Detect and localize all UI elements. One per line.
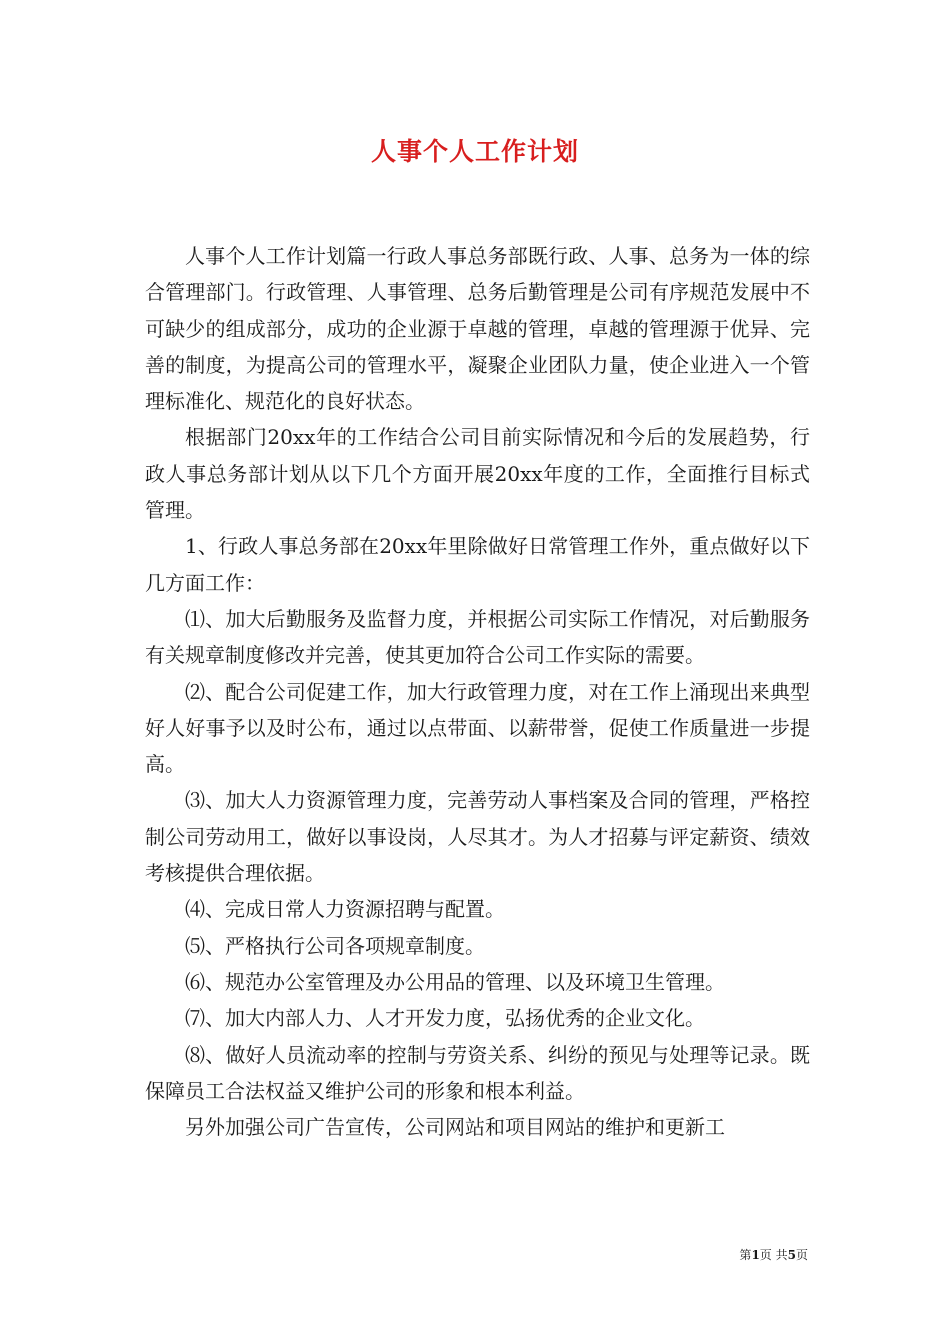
paragraph-intro: 人事个人工作计划篇一行政人事总务部既行政、人事、总务为一体的综合管理部门。行政管理、人事管理、总务后勤管理是公司有序规范发展中不可缺少的组成部分，成功的企业源于卓越的管理，卓越的管理源于优异、完善的制度，为提高公司的管理水平，凝聚企业团队力量，使企业进入一个管理标准化、规范化的良好状态。 — [145, 244, 810, 414]
paragraph-plan: 根据部门20xx年的工作结合公司目前实际情况和今后的发展趋势，行政人事总务部计划从以下几个方面开展20xx年度的工作，全面推行目标式管理。 — [145, 425, 810, 523]
list-item-6: ⑹、规范办公室管理及办公用品的管理、以及环境卫生管理。 — [185, 969, 725, 994]
list-item-7: ⑺、加大内部人力、人才开发力度，弘扬优秀的企业文化。 — [185, 1006, 705, 1031]
paragraph-additional: 另外加强公司广告宣传，公司网站和项目网站的维护和更新工 — [185, 1115, 725, 1140]
page-title: 人事个人工作计划 — [370, 137, 579, 166]
list-item-5: ⑸、严格执行公司各项规章制度。 — [185, 933, 485, 958]
footer-prefix: 第 — [739, 1248, 752, 1262]
list-item-1: ⑴、加大后勤服务及监督力度，并根据公司实际工作情况，对后勤服务有关规章制度修改并完善，使其更加符合公司工作实际的需要。 — [145, 606, 810, 668]
list-item-4: ⑷、完成日常人力资源招聘与配置。 — [185, 897, 505, 922]
footer-middle: 页 共 — [759, 1248, 788, 1262]
list-item-3: ⑶、加大人力资源管理力度，完善劳动人事档案及合同的管理，严格控制公司劳动用工，做好以事设岗，人尽其才。为人才招募与评定薪资、绩效考核提供合理依据。 — [145, 788, 810, 886]
total-pages-number: 5 — [787, 1248, 796, 1262]
list-item-8: ⑻、做好人员流动率的控制与劳资关系、纠纷的预见与处理等记录。既保障员工合法权益又维护公司的形象和根本利益。 — [145, 1042, 810, 1103]
list-item-2: ⑵、配合公司促建工作，加大行政管理力度，对在工作上涌现出来典型好人好事予以及时公布，通过以点带面、以薪带誉，促使工作质量进一步提高。 — [145, 679, 810, 777]
current-page-number: 1 — [751, 1248, 760, 1262]
footer-suffix: 页 — [795, 1248, 808, 1262]
page-number-footer — [0, 1246, 808, 1263]
paragraph-section-1: 1、行政人事总务部在20xx年里除做好日常管理工作外，重点做好以下几方面工作： — [145, 534, 810, 595]
document-body — [145, 238, 810, 1145]
